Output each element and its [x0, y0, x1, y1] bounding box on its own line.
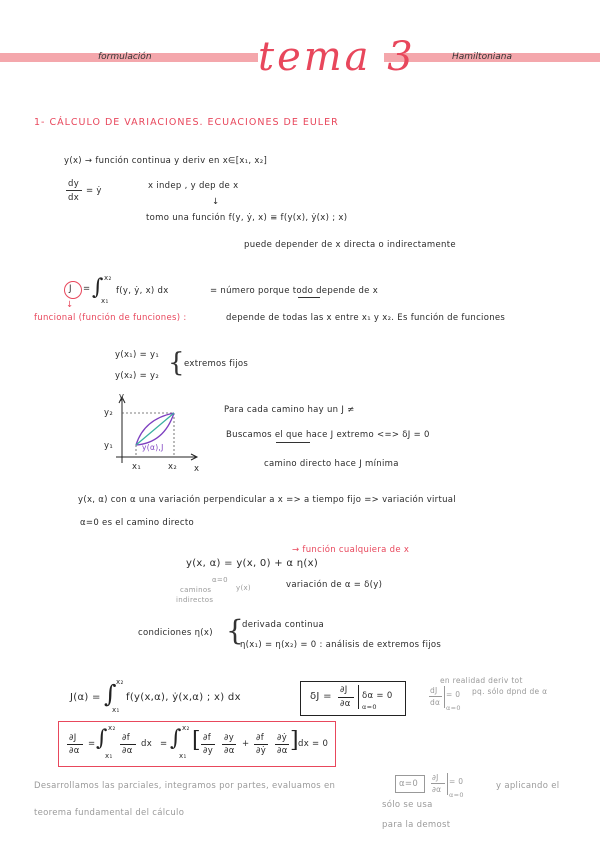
key-dx: dx [141, 739, 153, 749]
J-lower-limit: x₁ [101, 297, 109, 305]
J-alpha-upper: x₂ [116, 678, 124, 686]
side-bar [429, 696, 442, 697]
key-tail: dx = 0 [298, 739, 329, 749]
J-integrand: f(y, ẏ, x) dx [116, 286, 169, 296]
extreme-y1: y(x₁) = y₁ [115, 350, 160, 360]
functional-arrow: ↓ [66, 300, 74, 310]
intro-line-1: y(x) → función continua y deriv en x∈[x₁, x₂] [64, 156, 268, 166]
page-title: tema 3 [258, 34, 416, 80]
delta-J-vbar [358, 685, 359, 709]
side-sub: α=0 [446, 704, 461, 712]
key-t3-num: ∂f [256, 733, 264, 743]
key-f-num: ∂f [122, 733, 130, 743]
closing-frac-eq: = 0 [449, 777, 464, 786]
variation-var-alpha: variación de α = δ(y) [286, 580, 383, 590]
conditions-label: condiciones η(x) [138, 628, 213, 638]
graph-tick-x2: x₂ [168, 462, 178, 472]
key-t4-bar [275, 744, 289, 745]
variation-indirectos: indirectos [176, 596, 214, 604]
key-t2-num: ∂y [224, 733, 235, 743]
key-upper-1: x₂ [108, 724, 116, 732]
header-left-label: formulación [98, 52, 152, 62]
functional-label: funcional (función de funciones) : [34, 313, 187, 323]
closing-line-1b: y aplicando el [496, 781, 560, 791]
dydx-den: dx [68, 193, 80, 203]
graph-curve-label: y(α),J [142, 443, 164, 452]
integral-sign: ∫ [92, 275, 104, 300]
key-f-den: ∂α [122, 746, 133, 756]
graph-tick-y2: y₂ [104, 408, 114, 418]
J-upper-limit: x₂ [104, 274, 112, 282]
variation-arbitrary: → función cualquiera de x [292, 545, 410, 555]
variation-eq: y(x, α) = y(x, 0) + α η(x) [186, 558, 319, 569]
tomo-line: tomo una función f(y, ẏ, x) ≡ f(y(x), ẏ(x) ; x) [146, 213, 348, 223]
side-den: dα [430, 698, 441, 707]
key-plus: + [242, 739, 250, 749]
condition-1: derivada continua [242, 620, 325, 630]
side-vbar [444, 686, 445, 708]
delta-J-sub: α=0 [362, 703, 377, 711]
closing-line-1: Desarrollamos las parciales, integramos por partes, evaluamos en [34, 781, 336, 791]
variation-graph [98, 393, 208, 475]
key-lower-1: x₁ [105, 752, 113, 760]
closing-demost: para la demost [382, 820, 451, 830]
closing-frac-den: ∂α [432, 785, 442, 794]
closing-frac-sub: α=0 [449, 791, 464, 799]
extreme-y2: y(x₂) = y₂ [115, 371, 160, 381]
key-t1-den: ∂y [203, 746, 214, 756]
key-integral-1: ∫ [96, 726, 108, 751]
delta-J-num: ∂J [340, 685, 348, 695]
closing-frac-bar [431, 783, 445, 784]
closing-solo: sólo se usa [382, 800, 433, 810]
J-desc: = número porque todo depende de x [210, 286, 379, 296]
key-bracket-close: ] [290, 728, 299, 753]
delta-J-lhs: δJ = [310, 691, 332, 702]
delta-J-mid: δα = 0 [362, 691, 393, 701]
key-upper-2: x₂ [182, 724, 190, 732]
side-note-2: pq. sólo dpnd de α [472, 687, 548, 696]
J-alpha-lhs: J(α) = [70, 692, 101, 703]
variation-alpha0: α=0 [212, 576, 228, 584]
section-heading: 1- CÁLCULO DE VARIACIONES. ECUACIONES DE EULER [34, 117, 339, 128]
graph-x-axis-label: x [194, 464, 200, 474]
key-t3-den: ∂ẏ [256, 746, 267, 756]
J-symbol: J [69, 284, 72, 294]
closing-line-2: teorema fundamental del cálculo [34, 808, 185, 818]
variation-yx: y(x) [236, 584, 251, 592]
graph-tick-x1: x₁ [132, 462, 142, 472]
conditions-brace: { [226, 614, 244, 647]
J-equals: = [83, 284, 91, 294]
variation-caminos: caminos [180, 586, 212, 594]
variation-line-1: y(x, α) con α una variación perpendicular a x => a tiempo fijo => variación virtual [78, 495, 456, 505]
indep-line: x indep , y dep de x [148, 181, 239, 191]
key-t1-num: ∂f [203, 733, 211, 743]
key-t1-bar [201, 744, 215, 745]
note-1: Para cada camino hay un J ≠ [224, 405, 355, 415]
key-lower-2: x₁ [179, 752, 187, 760]
todo-underline [298, 297, 320, 298]
intro-arrow: ↓ [212, 197, 220, 207]
key-bracket-open: [ [192, 728, 201, 753]
closing-frac-num: ∂J [432, 773, 439, 782]
extremes-brace: { [168, 348, 185, 378]
key-t3-bar [254, 744, 268, 745]
header-right-label: Hamiltoniana [452, 52, 513, 62]
depende-line: puede depender de x directa o indirectamente [244, 240, 456, 250]
key-eq1: = [88, 739, 96, 749]
delta-J-den: ∂α [340, 699, 351, 709]
dydx-num: dy [68, 179, 80, 189]
graph-y-axis-label: y [119, 392, 125, 402]
condition-2: η(x₁) = η(x₂) = 0 : análisis de extremos fijos [240, 640, 442, 650]
graph-tick-y1: y₁ [104, 441, 114, 451]
extremes-label: extremos fijos [184, 359, 249, 369]
J-alpha-integral: ∫ [104, 680, 117, 708]
key-lhs-bar [67, 744, 83, 745]
functional-label-desc: depende de todas las x entre x₁ y x₂. Es función de funciones [226, 313, 506, 323]
closing-frac-vbar [447, 773, 448, 795]
J-circle [64, 281, 82, 299]
key-t2-bar [222, 744, 236, 745]
key-lhs-den: ∂α [69, 746, 80, 756]
side-eq: = 0 [446, 690, 461, 699]
J-alpha-lower: x₁ [112, 706, 120, 714]
side-num: dJ [430, 686, 438, 695]
key-integral-2: ∫ [170, 726, 182, 751]
note-3: camino directo hace J mínima [264, 459, 399, 469]
side-note: en realidad deriv tot [440, 676, 523, 685]
key-f-bar [120, 744, 136, 745]
J-alpha-integrand: f(y(x,α), ẏ(x,α) ; x) dx [126, 692, 241, 703]
dydx-eq: = ẏ [86, 186, 102, 196]
dydx-bar [66, 190, 82, 191]
key-eq2: = [160, 739, 168, 749]
alpha-box-text: α=0 [399, 779, 419, 789]
key-t4-num: ∂ẏ [277, 733, 288, 743]
key-lhs-num: ∂J [69, 733, 77, 743]
key-t2-den: ∂α [224, 746, 235, 756]
note-2: Buscamos el que hace J extremo <=> δJ = 0 [226, 430, 430, 440]
variation-line-2: α=0 es el camino directo [80, 518, 195, 528]
delta-J-bar [338, 697, 354, 698]
el-que-underline [276, 442, 310, 443]
key-t4-den: ∂α [277, 746, 288, 756]
